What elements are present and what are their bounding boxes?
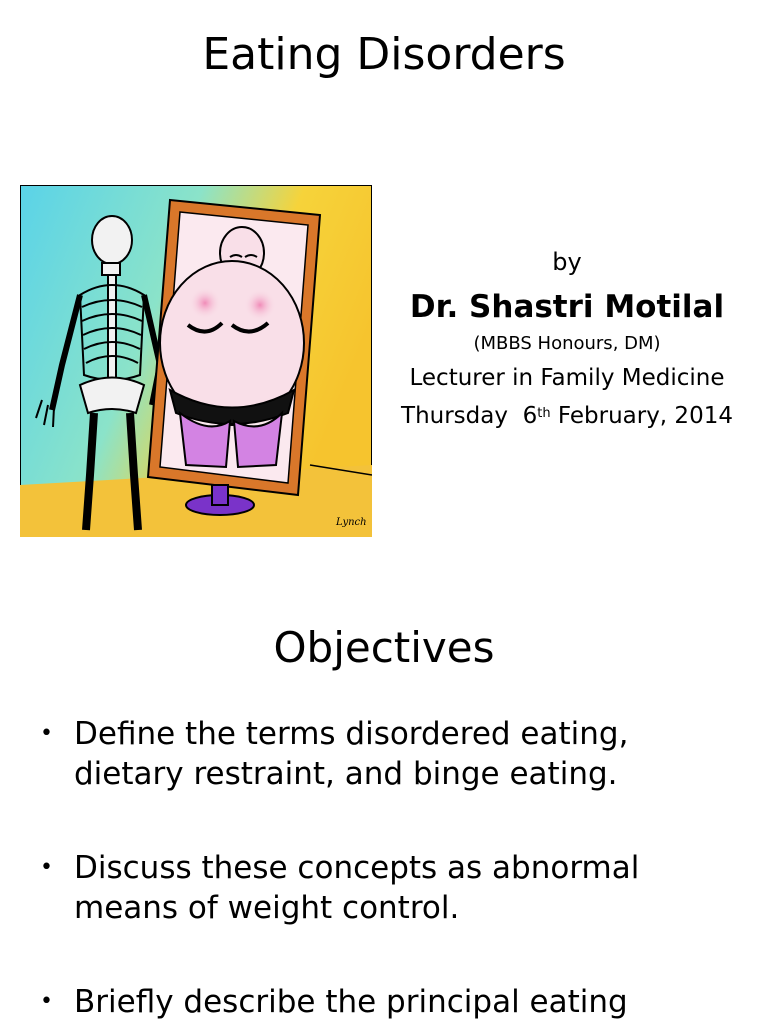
objective-text: Briefly describe the principal eating xyxy=(74,984,628,1020)
bullet-icon: • xyxy=(40,989,53,1014)
author-name: Dr. Shastri Motilal xyxy=(409,289,725,325)
objectives-title: Objectives xyxy=(273,623,495,672)
list-item xyxy=(40,714,740,794)
slide-title: Eating Disorders xyxy=(202,29,566,80)
date-number: 6 xyxy=(522,403,538,429)
objective-text: Define the terms disordered eating, dietary restraint, and binge eating. xyxy=(74,716,629,792)
date-suffix: th xyxy=(537,406,551,421)
date-day: Thursday xyxy=(401,403,508,429)
author-role: Lecturer in Family Medicine xyxy=(409,365,725,391)
bullet-icon: • xyxy=(40,721,53,746)
objectives-slide xyxy=(0,578,768,1024)
by-label: by xyxy=(552,248,582,276)
artist-signature: Lynch xyxy=(336,517,367,528)
objective-text: Discuss these concepts as abnormal means of weight control. xyxy=(74,850,640,926)
byline-block xyxy=(382,238,752,434)
list-item xyxy=(40,982,740,1022)
presentation-date xyxy=(382,396,752,434)
mirror-cartoon-illustration xyxy=(20,185,372,537)
objectives-list xyxy=(40,714,740,1024)
mirror xyxy=(148,200,320,515)
author-credentials: (MBBS Honours, DM) xyxy=(473,333,661,354)
date-rest: February, 2014 xyxy=(557,403,733,429)
list-item xyxy=(40,848,740,928)
bullet-icon: • xyxy=(40,855,53,880)
